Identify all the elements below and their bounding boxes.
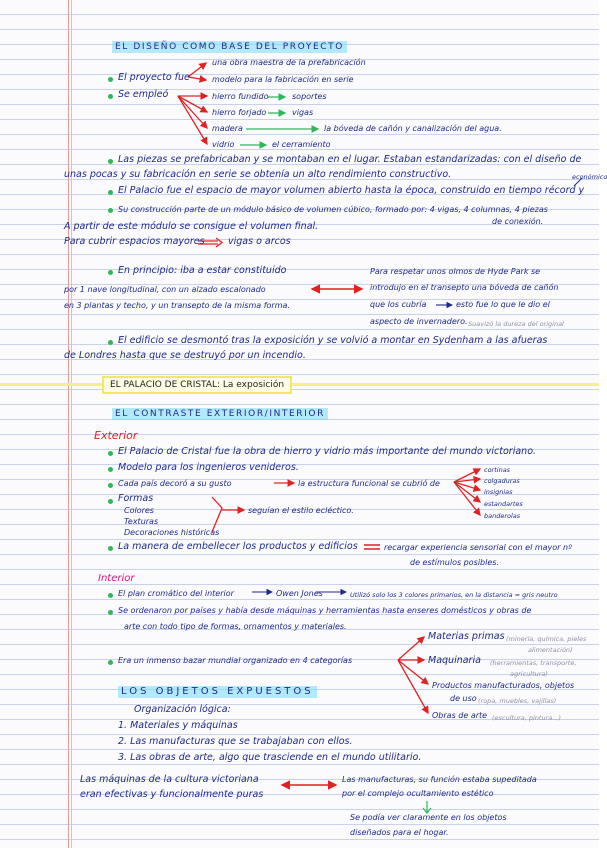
forms-result: seguían el estilo ecléctico. <box>248 506 354 515</box>
interior-1: El plan cromático del interior <box>118 589 234 598</box>
cat-maquinaria-note-2: agricultura) <box>510 670 548 678</box>
cat-maquinaria: Maquinaria <box>428 655 481 666</box>
hogar-line-1: Se podía ver claramente en los objetos <box>350 813 507 822</box>
bazar-line: Era un inmenso bazar mundial organizado en 4 categorías <box>118 656 353 665</box>
espacios-mayores: Para cubrir espacios mayores <box>64 236 205 247</box>
bullet-dot <box>108 467 113 472</box>
embellecer-result-2: de estímulos posibles. <box>410 558 499 567</box>
desmonto-line-2: de Londres hasta que se destruyó por un incendio. <box>64 350 306 361</box>
cat-productos-note: (ropa, muebles, vajillas) <box>478 697 557 705</box>
section2-heading: EL PALACIO DE CRISTAL: La exposición <box>102 376 292 394</box>
empleo-brace <box>178 96 207 144</box>
covers-brace <box>454 469 480 515</box>
exterior-label: Exterior <box>94 429 138 442</box>
piezas-line-1: Las piezas se prefabricaban y se montaban en el lugar. Estaban estandarizadas: con el diseño de <box>118 154 582 165</box>
cover-colgaduras: colgaduras <box>484 477 520 485</box>
bullet-dot <box>108 77 113 82</box>
material-hierro-forjado: hierro forjado <box>212 108 267 117</box>
fue-option-1: una obra maestra de la prefabricación <box>212 58 366 67</box>
cat-obras-arte: Obras de arte <box>432 711 488 720</box>
org-item-3: 3. Las obras de arte, algo que trasciende en el mundo utilitario. <box>118 752 422 763</box>
cover-insignias: insignias <box>484 488 513 496</box>
hogar-line-2: diseñados para el hogar. <box>350 828 449 837</box>
owen-jones: Owen Jones <box>276 589 323 598</box>
bullet-dot <box>108 340 113 345</box>
section1-title: EL DISEÑO COMO BASE DEL PROYECTO <box>112 41 347 53</box>
modulo-line-2: A partir de este módulo se consigue el volumen final. <box>64 221 319 232</box>
embellecer-line: La manera de embellecer los productos y edificios <box>118 541 358 552</box>
objetos-title: LOS OBJETOS EXPUESTOS <box>118 686 317 698</box>
bullet-dot <box>108 593 113 598</box>
result-boveda: la bóveda de cañón y canalización del agua. <box>324 124 502 133</box>
modulo-line-1b: de conexión. <box>492 217 544 226</box>
fue-option-2: modelo para la fabricación en serie <box>212 75 354 84</box>
exterior-2: Modelo para los ingenieros venideros. <box>118 462 299 473</box>
olmos-line-4a: aspecto de invernadero. <box>370 317 468 326</box>
piezas-line-2: unas pocas y su fabricación en serie se obtenía un alto rendimiento constructivo. <box>64 169 452 180</box>
bullet-dot <box>108 610 113 615</box>
bullet-dot <box>108 660 113 665</box>
form-decoraciones: Decoraciones históricas <box>124 528 220 537</box>
proyecto-label: El proyecto fue <box>118 72 190 83</box>
material-arrows <box>240 97 318 145</box>
exterior-3: Cada país decoró a su gusto <box>118 479 232 488</box>
bullet-dot <box>108 94 113 99</box>
cover-banderolas: banderolas <box>484 512 521 520</box>
manufacturas-line-1: Las manufacturas, su función estaba supeditada <box>342 775 537 784</box>
principio-line-2: por 1 nave longitudinal, con un alzado escalonado <box>64 285 266 294</box>
embellecer-equals <box>364 545 380 549</box>
bullet-dot <box>108 499 113 504</box>
cover-estandartes: estandartes <box>484 500 523 508</box>
bullet-dot <box>108 451 113 456</box>
categories-brace <box>398 637 428 713</box>
olmos-line-4b: Suavizó la dureza del original <box>468 320 564 328</box>
org-item-2: 2. Las manufacturas que se trabajaban con ellos. <box>118 736 353 747</box>
embellecer-result-1: recargar experiencia sensorial con el mayor nº <box>384 543 572 552</box>
vigas-arcos: vigas o arcos <box>228 236 291 247</box>
cover-cortinas: cortinas <box>484 466 511 474</box>
form-colores: Colores <box>124 506 154 515</box>
bullet-dot <box>108 159 113 164</box>
material-madera: madera <box>212 124 243 133</box>
proyecto-brace <box>188 63 206 80</box>
interior-2-line-2: arte con todo tipo de formas, ornamentos y materiales. <box>124 622 347 631</box>
cat-productos-2: de uso <box>450 694 477 703</box>
contraste-title: EL CONTRASTE EXTERIOR/INTERIOR <box>112 408 328 420</box>
cat-maquinaria-note: (herramientas, transporte, <box>490 659 577 667</box>
form-texturas: Texturas <box>124 517 159 526</box>
result-cerramiento: el cerramiento <box>272 140 331 149</box>
modulo-line-1: Su construcción parte de un módulo básico de volumen cúbico, formado por: 4 vigas, 4 columnas, 4 piezas <box>118 205 548 214</box>
olmos-line-3a: que los cubría <box>370 300 427 309</box>
material-hierro-fundido: hierro fundido <box>212 92 269 101</box>
colores-primarios: Utilizó solo los 3 colores primarios, en la distancia = gris neutro <box>350 591 558 599</box>
principio-line-3: en 3 plantas y techo, y un transepto de la misma forma. <box>64 301 290 310</box>
result-soportes: soportes <box>292 92 327 101</box>
bullet-dot <box>108 208 113 213</box>
olmos-line-3b: esto fue lo que le dio el <box>456 300 550 309</box>
interior-label: Interior <box>98 573 135 584</box>
cat-productos: Productos manufacturados, objetos <box>432 681 575 690</box>
empleo-label: Se empleó <box>118 89 169 100</box>
bullet-dot <box>108 270 113 275</box>
economico-note: económico <box>572 173 607 181</box>
cat-materias-primas: Materias primas <box>428 631 505 642</box>
manufacturas-line-2: por el complejo ocultamiento estético <box>342 789 494 798</box>
interior-2-line-1: Se ordenaron por países y había desde máquinas y herramientas hasta enseres domésticos y obras de <box>118 606 532 615</box>
olmos-line-2: introdujo en el transepto una bóveda de cañón <box>370 283 559 292</box>
bullet-dot <box>108 483 113 488</box>
palacio-volumen: El Palacio fue el espacio de mayor volumen abierto hasta la época, construido en tiempo récord y <box>118 185 585 196</box>
maquinas-line-2: eran efectivas y funcionalmente puras <box>80 789 264 800</box>
desmonto-line-1: El edificio se desmontó tras la exposición y se volvió a montar en Sydenham a las afueras <box>118 335 548 346</box>
org-item-1: 1. Materiales y máquinas <box>118 720 238 731</box>
cat-materias-note-2: alimentación) <box>528 646 573 654</box>
result-vigas: vigas <box>292 108 314 117</box>
olmos-line-1: Para respetar unos olmos de Hyde Park se <box>370 267 541 276</box>
principio-line-1: En principio: iba a estar constituido <box>118 265 287 276</box>
cat-obras-note: (escultura, pintura...) <box>492 714 561 722</box>
material-vidrio: vidrio <box>212 140 235 149</box>
organizacion-label: Organización lógica: <box>134 704 231 715</box>
exterior-1: El Palacio de Cristal fue la obra de hierro y vidrio más importante del mundo victoriano. <box>118 446 537 457</box>
bullet-dot <box>108 190 113 195</box>
maquinas-line-1: Las máquinas de la cultura victoriana <box>80 774 259 785</box>
exterior-3-result: la estructura funcional se cubrió de <box>298 479 440 488</box>
formas-label: Formas <box>118 493 154 504</box>
bullet-dot <box>108 546 113 551</box>
cat-materias-note: (minería, química, pieles <box>506 635 587 643</box>
